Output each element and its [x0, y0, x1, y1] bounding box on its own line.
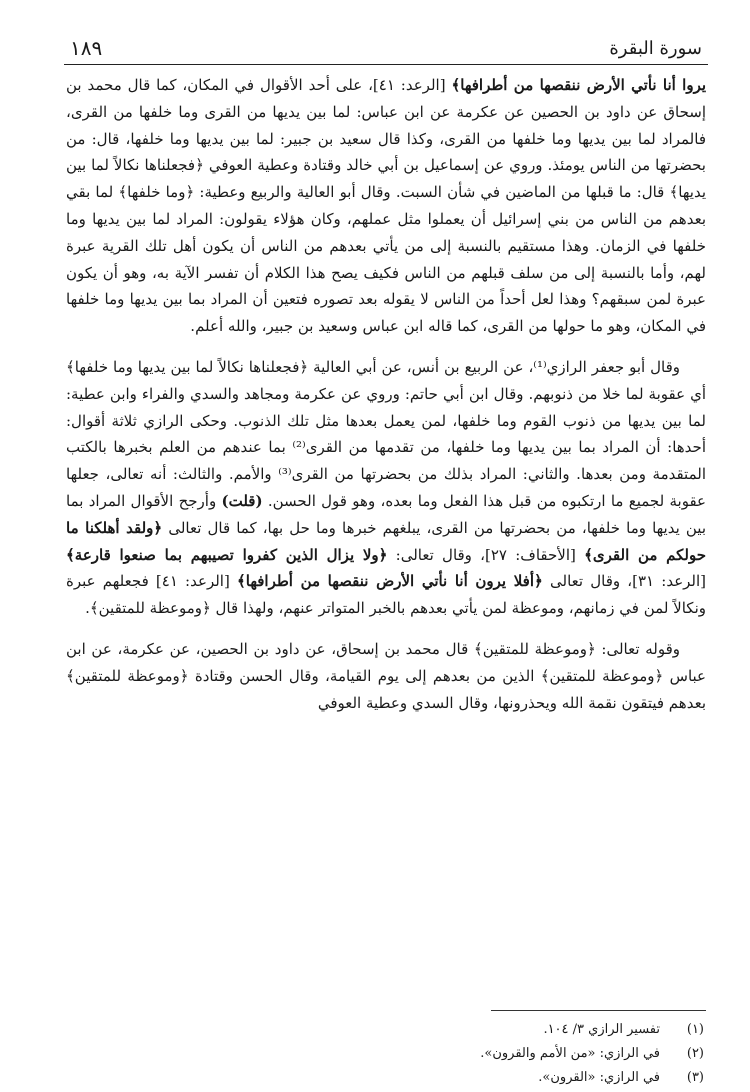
header-divider: [64, 64, 708, 65]
footnote-number: (٣): [686, 1070, 704, 1085]
bold-text-run: (قلت): [221, 491, 263, 510]
footnote: [304, 1042, 704, 1066]
footnote-text: تفسير الرازي ٣/ ١٠٤.: [543, 1022, 660, 1037]
text-run: [الأحقاف: ٢٧]، وقال تعالى:: [387, 545, 585, 564]
footnote-number: (٢): [686, 1046, 704, 1061]
text-run: وقوله تعالى: ﴿وموعظة للمتقين﴾ قال محمد بن إسحاق، عن داود بن الحصين، عن عكرمة، عن ابن عباس ﴿وموعظة للمتقين﴾ الذين من بعدهم إلى يوم القيامة، وقال الحسن وقتادة ﴿وموعظة للمتقين﴾ بعدهم فيتقون نقمة الله ويحذرونها، وقال السدي وعطية العوفي: [66, 639, 706, 712]
surah-title: سورة البقرة: [609, 38, 702, 59]
bold-text-run: ﴿ولا يزال الذين كفروا تصيبهم بما صنعوا قارعة﴾: [66, 545, 388, 564]
paragraph: [66, 72, 706, 340]
page: [64, 24, 708, 1085]
paragraph: [66, 354, 706, 622]
text-run: [الرعد: ٤١] فجعلهم عبرة ونكالاً لمن في زمانهم، وموعظة لمن يأتي بعدهم بالخبر المتواتر عنهم، ولهذا قال ﴿وموعظة للمتقين﴾.: [66, 572, 706, 618]
text-run: [الرعد: ٣١]، وقال تعالى: [542, 572, 707, 591]
paragraph: [66, 636, 706, 716]
bold-text-run: ﴿أفلا يرون أنا نأتي الأرض ننقصها من أطرافها﴾: [236, 572, 543, 591]
bold-text-run: يروا أنا نأتي الأرض ننقصها من أطرافها﴾: [451, 76, 707, 94]
text-run: وأرجح الأقوال المراد بما بين يديها وما خلفها، من بحضرتها من القرى، يبلغهم خبرها وما حل بها، كما قال تعالى: [66, 491, 707, 537]
page-number: ١٨٩: [70, 36, 103, 60]
page-header: [64, 34, 708, 66]
text-run: [الرعد: ٤١]، على أحد الأقوال في المكان، كما قال محمد بن إسحاق عن داود بن الحصين عن عكرمة عن ابن عباس: لما بين يديها من القرى وما خلفها من القرى، فالمراد لما بين يديها وما خلفها من القرى، وكذا قال سعيد بن جبير: لما بين يديها وما خلفها، قال: من بحضرتها من الناس يومئذ. وروي عن إسماعيل بن أبي خالد وقتادة وعطية العوفي ﴿فجعلناها نكالاً لما بين يديها﴾ قال: ما قبلها من الماضين في شأن السبت. وقال أبو العالية والربيع وعطية: ﴿وما خلفها﴾ لما بقي بعدهم من الناس من بني إسرائيل أن يعملوا مثل عملهم، وكان هؤلاء يقولون: المراد لما بين يديها وما خلفها في الزمان. وهذا مستقيم بالنسبة إلى من يأتي بعدهم من الناس أن يكون أهل تلك القرية عبرة لهم، وأما بالنسبة إلى من سلف قبلهم من الناس فكيف يصح هذا الكلام أن تفسر الآية به، وهو أن يكون عبرة لمن سبقهم؟ وهذا لعل أحداً من الناس لا يقوله بعد تصوره فتعين أن المراد بما بين يديها وما خلفها في المكان، وهو ما حولها من القرى، كما قاله ابن عباس وسعيد بن جبير، والله أعلم.: [66, 76, 706, 336]
footnote-number: (١): [686, 1022, 704, 1037]
footnote-divider: [491, 1010, 706, 1011]
text-run: وقال أبو جعفر الرازي⁽¹⁾، عن الربيع بن أنس، عن أبي العالية ﴿فجعلناها نكالاً لما بين يديها وما خلفها﴾ أي عقوبة لما خلا من ذنوبهم. وقال ابن أبي حاتم: وروي عن عكرمة ومجاهد والسدي والفراء وابن عطية: لما بين يديها من ذنوب القوم وما خلفها، لمن يعمل بعدها مثل تلك الذنوب. وحكى الرازي ثلاثة أقوال: أحدها: أن المراد بما بين يديها وما خلفها، من تقدمها من القرى⁽²⁾ بما عندهم من العلم بخبرها بالكتب المتقدمة ومن بعدها. والثاني: المراد بذلك من بحضرتها من القرى⁽³⁾ والأمم. والثالث: أنه تعالى، جعلها عقوبة لجميع ما ارتكبوه من قبل هذا الفعل وما بعده، وهو قول الحسن.: [66, 357, 706, 510]
footnote-text: في الرازي: «القرون».: [538, 1070, 660, 1085]
bold-text-run: ﴿ولقد أهلكنا ما حولكم من القرى﴾: [66, 518, 706, 564]
footnote: [304, 1018, 704, 1042]
page-body: [66, 72, 706, 730]
footnote: [304, 1066, 704, 1090]
footnote-text: في الرازي: «من الأمم والقرون».: [480, 1046, 660, 1061]
footnotes: [304, 1018, 704, 1090]
